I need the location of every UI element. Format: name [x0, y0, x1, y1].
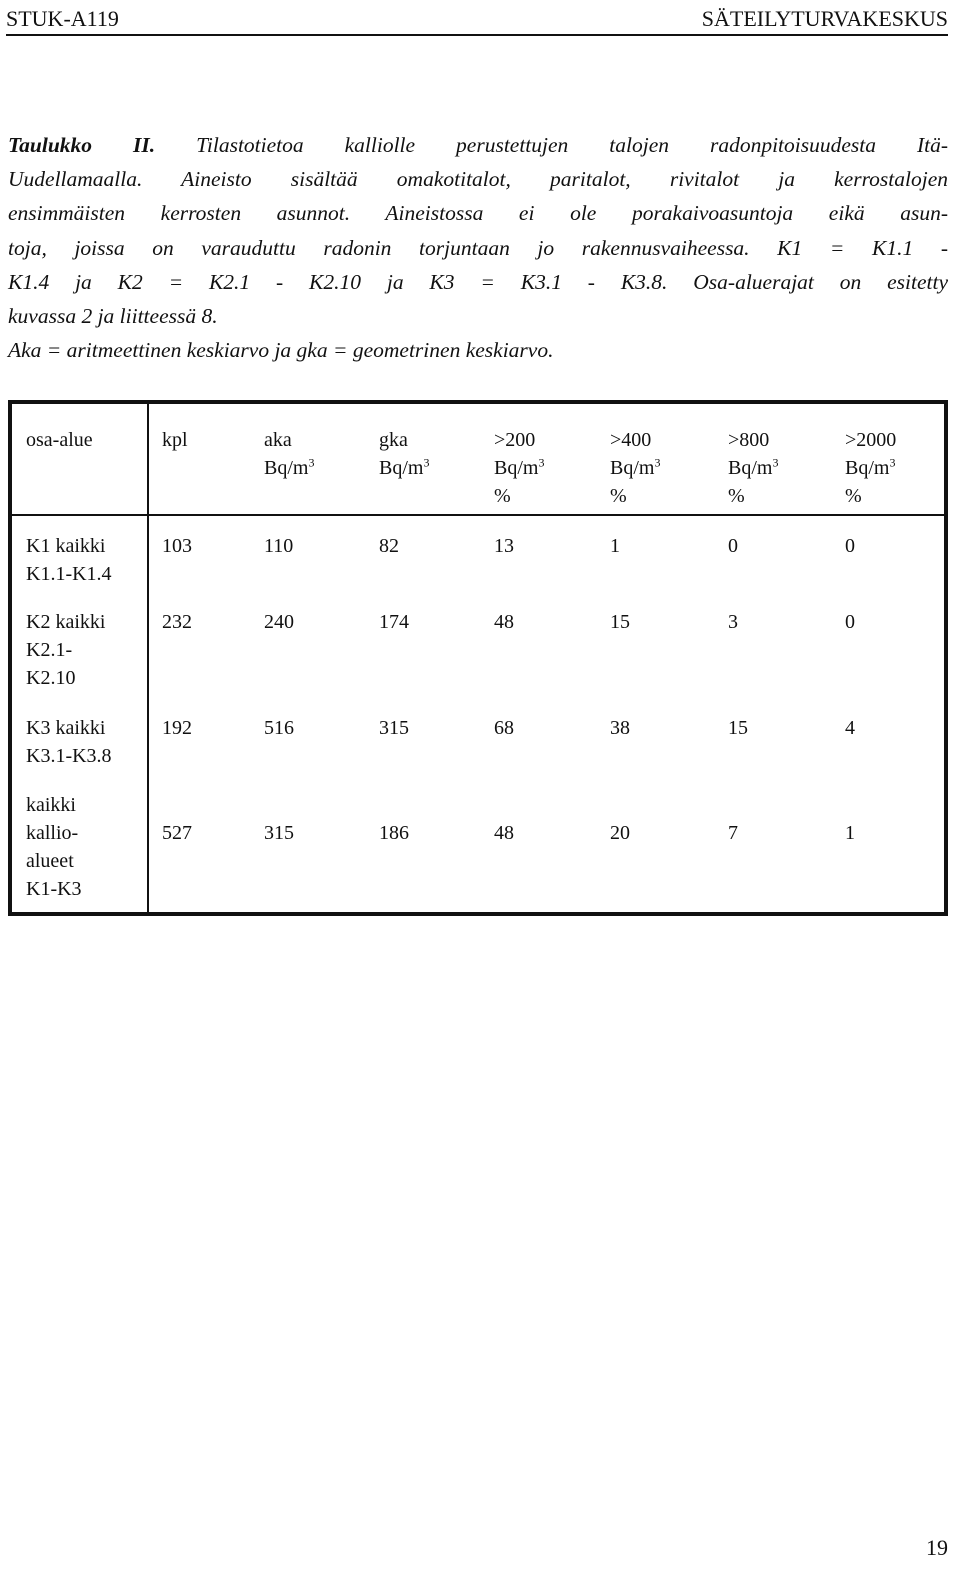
header-over-200: >200 $Bq/m^3$ % — [494, 429, 545, 507]
cell-k2-kpl: 232 — [162, 611, 192, 633]
header-over-2000: >2000 $Bq/m^3$ % — [845, 429, 897, 507]
cell-k3-over-800: 15 — [728, 717, 748, 739]
table-caption — [8, 128, 948, 367]
row-label-all: kaikki kallio- alueet K1-K3 — [26, 794, 82, 900]
cell-k1-over-400: 1 — [610, 535, 620, 557]
cell-k3-over-400: 38 — [610, 717, 630, 739]
page-number: 19 — [926, 1535, 948, 1560]
cell-k1-over-2000: 0 — [845, 535, 855, 557]
caption-line-5: K1.4 ja K2 = K2.1 - K2.10 ja K3 = K3.1 - K3.8. Osa-aluerajat on esitetty — [8, 269, 948, 294]
column-separator — [147, 404, 149, 912]
row-label-k2: K2 kaikki K2.1- K2.10 — [26, 611, 106, 689]
caption-label: Taulukko II. — [8, 133, 156, 157]
row-label-k1: K1 kaikki K1.1-K1.4 — [26, 535, 112, 585]
cell-k2-over-800: 3 — [728, 611, 738, 633]
cell-k1-aka: 110 — [264, 535, 294, 557]
report-id: STUK-A119 — [6, 6, 119, 31]
radon-statistics-table — [8, 400, 948, 916]
header-osa-alue: osa-alue — [26, 429, 93, 451]
cell-k1-gka: 82 — [379, 535, 399, 557]
caption-line-4: toja, joissa on varauduttu radonin torjuntaan jo rakennusvaiheessa. K1 = K1.1 - — [8, 235, 948, 260]
cell-all-kpl: 527 — [162, 822, 192, 844]
cell-k2-aka: 240 — [264, 611, 294, 633]
cell-k2-gka: 174 — [379, 611, 409, 633]
caption-line-2: Uudellamaalla. Aineisto sisältää omakotitalot, paritalot, rivitalot ja kerrostalojen — [8, 167, 948, 192]
cell-k3-aka: 516 — [264, 717, 294, 739]
cell-all-over-800: 7 — [728, 822, 738, 844]
cell-k3-gka: 315 — [379, 717, 409, 739]
cell-k1-over-800: 0 — [728, 535, 738, 557]
caption-line-3: ensimmäisten kerrosten asunnot. Aineistossa ei ole porakaivoasuntoja eikä asun- — [8, 201, 948, 226]
header-separator — [12, 514, 944, 516]
cell-k3-over-2000: 4 — [845, 717, 855, 739]
publisher-name: SÄTEILYTURVAKESKUS — [701, 6, 948, 31]
cell-k1-over-200: 13 — [494, 535, 514, 557]
cell-k1-kpl: 103 — [162, 535, 192, 557]
cell-all-aka: 315 — [264, 822, 294, 844]
cell-k2-over-400: 15 — [610, 611, 630, 633]
caption-line-1: Taulukko II. Tilastotietoa kalliolle perustettujen talojen radonpitoisuudesta Itä- — [8, 133, 949, 157]
row-label-k3: K3 kaikki K3.1-K3.8 — [26, 717, 112, 767]
cell-all-over-400: 20 — [610, 822, 630, 844]
caption-line-7: Aka = aritmeettinen keskiarvo ja gka = geometrinen keskiarvo. — [8, 338, 554, 363]
cell-k2-over-200: 48 — [494, 611, 514, 633]
header-kpl: kpl — [162, 429, 188, 451]
cell-k3-over-200: 68 — [494, 717, 514, 739]
header-over-400: >400 $Bq/m^3$ % — [610, 429, 661, 507]
header-aka: aka $Bq/m^3$ — [264, 429, 315, 479]
page-header — [6, 4, 948, 36]
caption-line-6: kuvassa 2 ja liitteessä 8. — [8, 304, 218, 329]
header-over-800: >800 $Bq/m^3$ % — [728, 429, 779, 507]
cell-k3-kpl: 192 — [162, 717, 192, 739]
cell-all-over-200: 48 — [494, 822, 514, 844]
cell-all-over-2000: 1 — [845, 822, 855, 844]
header-gka: gka $Bq/m^3$ — [379, 429, 430, 479]
cell-k2-over-2000: 0 — [845, 611, 855, 633]
cell-all-gka: 186 — [379, 822, 409, 844]
